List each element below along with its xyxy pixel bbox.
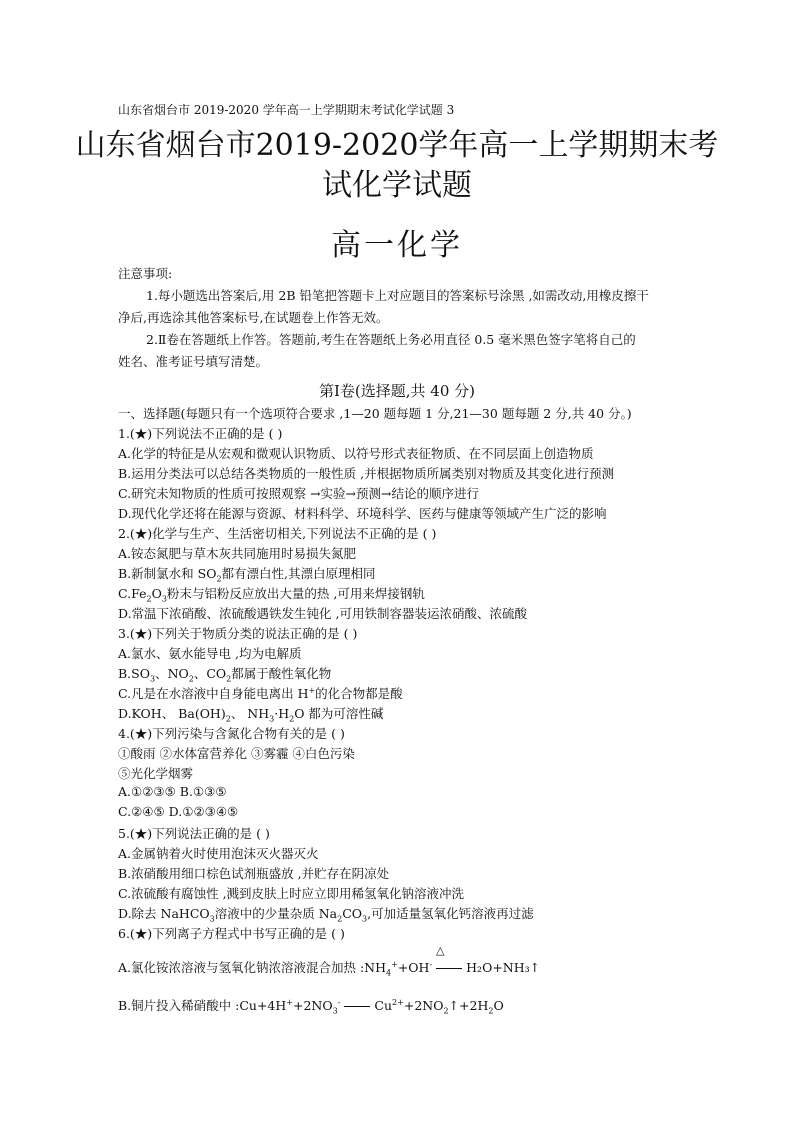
q5-option-b: B.浓硝酸用细口棕色试剂瓶盛放 ,并贮存在阴凉处: [118, 866, 390, 881]
q6-stem: 6.(★)下列离子方程式中书写正确的是 ( ): [118, 926, 345, 941]
q1-option-c: C.研究未知物质的性质可按照观察 →实验→预测→结论的顺序进行: [118, 486, 479, 501]
q4-items-2: ⑤光化学烟雾: [118, 766, 194, 781]
q5-stem: 5.(★)下列说法正确的是 ( ): [118, 826, 270, 841]
equation-bar: [344, 1006, 370, 1007]
q4-items-1: ①酸雨 ②水体富营养化 ③雾霾 ④白色污染: [118, 746, 355, 761]
q1-option-b: B.运用分类法可以总结各类物质的一般性质 ,并根据物质所属类别对物质及其变化进行预测: [118, 466, 615, 481]
q2-option-c: $C.Fe_2O_3$粉末与铝粉反应放出大量的热 ,可用来焊接钢轨: [118, 586, 425, 604]
section-title: 第Ⅰ卷(选择题,共 40 分): [318, 382, 476, 400]
q3-option-d: D.KOH、 $Ba(OH)_2$、 $NH_3\cdot H_2O$ 都为可溶性碱: [118, 706, 384, 724]
q1-stem: 1.(★)下列说法不正确的是 ( ): [118, 426, 283, 441]
subject-title: 高一化学: [331, 228, 463, 263]
notice-item-2-line1: 2.Ⅱ卷在答题纸上作答。答题前,考生在答题纸上务必用直径 0.5 毫米黑色签字笔将自己的: [146, 332, 636, 347]
q6-option-b: B.铜片投入稀硝酸中 $:Cu+4H^++2NO_3^-$ $Cu^{2+}+2NO_2↑+2H_2O$: [118, 997, 504, 1016]
document-title-line1: 山东省烟台市2019-2020学年高一上学期期末考: [75, 128, 719, 163]
q2-option-d: D.常温下浓硝酸、浓硫酸遇铁发生钝化 ,可用铁制容器装运浓硝酸、浓硫酸: [118, 606, 527, 621]
section-instructions: 一、选择题(每题只有一个选项符合要求 ,1—20 题每题 1 分,21—30 题每题 2 分,共 40 分。): [118, 406, 632, 421]
q5-option-a: A.金属钠着火时使用泡沫灭火器灭火: [118, 846, 319, 861]
q1-option-d: D.现代化学还将在能源与资源、材料科学、环境科学、医药与健康等领域产生广泛的影响: [118, 506, 607, 521]
q3-option-a: A.氯水、氨水能导电 ,均为电解质: [118, 646, 302, 661]
q2-option-b: B.新制氯水和 $SO_2$都有漂白性,其漂白原理相同: [118, 566, 376, 584]
q2-option-a: A.铵态氮肥与草木灰共同施用时易损失氮肥: [118, 546, 357, 561]
equation-bar: [436, 968, 462, 969]
notice-item-1-line2: 净后,再选涂其他答案标号,在试题卷上作答无效。: [118, 310, 389, 325]
q4-stem: 4.(★)下列污染与含氮化合物有关的是 ( ): [118, 726, 345, 741]
q3-option-c: C.凡是在水溶液中自身能电离出 H+的化合物都是酸: [118, 685, 403, 701]
q5-option-d: D.除去 NaHCO$_3$溶液中的少量杂质 $Na_2CO_3$,可加适量氢氧化钙溶液再过滤: [118, 906, 534, 924]
document-title-line2: 试化学试题: [322, 168, 472, 203]
q3-option-b: $B.SO_3$、$NO_2$、$CO_2$都属于酸性氧化物: [118, 666, 332, 684]
q5-option-c: C.浓硫酸有腐蚀性 ,溅到皮肤上时应立即用稀氢氧化钠溶液冲洗: [118, 886, 465, 901]
heat-delta-symbol: △: [436, 944, 445, 957]
q6-option-a: A.氯化铵浓溶液与氢氧化钠浓溶液混合加热 $:NH_4^++OH^-$ H₂O+NH₃↑: [118, 959, 541, 978]
notice-item-2-line2: 姓名、准考证号填写清楚。: [118, 354, 269, 369]
q3-stem: 3.(★)下列关于物质分类的说法正确的是 ( ): [118, 626, 358, 641]
page-header: 山东省烟台市 2019-2020 学年高一上学期期末考试化学试题 3: [118, 103, 455, 117]
q1-option-a: A.化学的特征是从宏观和微观认识物质、以符号形式表征物质、在不同层面上创造物质: [118, 446, 594, 461]
q2-stem: 2.(★)化学与生产、生活密切相关,下列说法不正确的是 ( ): [118, 526, 437, 541]
q4-options-ab: A.①②③⑤ B.①③⑤: [118, 784, 227, 799]
notice-heading: 注意事项:: [118, 266, 173, 281]
notice-item-1-line1: 1.每小题选出答案后,用 2B 铅笔把答题卡上对应题目的答案标号涂黑 ,如需改动,用橡皮擦干: [146, 288, 649, 303]
q4-options-cd: C.②④⑤ D.①②③④⑤: [118, 804, 239, 819]
